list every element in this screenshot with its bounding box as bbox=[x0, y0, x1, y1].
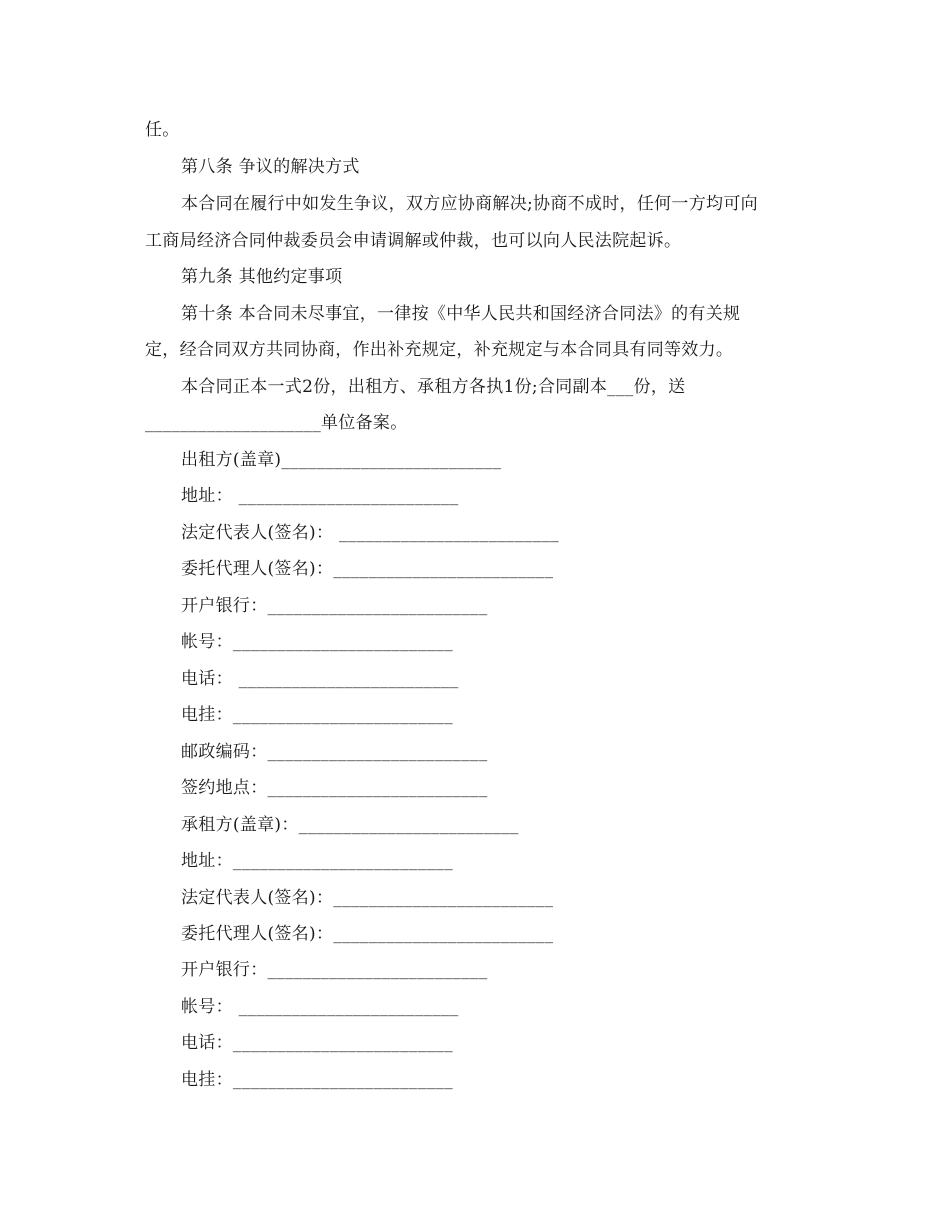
article-10-paragraph-line-2: 定，经合同双方共同协商，作出补充规定，补充规定与本合同具有同等效力。 bbox=[145, 340, 734, 360]
copies-paragraph-line-1: 本合同正本一式2份，出租方、承租方各执1份;合同副本___份，送 bbox=[181, 377, 686, 397]
article-8-paragraph-line-1: 本合同在履行中如发生争议，双方应协商解决;协商不成时，任何一方均可向 bbox=[181, 194, 758, 214]
text-line-continuation: 任。 bbox=[145, 120, 180, 140]
article-8-heading: 第八条 争议的解决方式 bbox=[181, 157, 360, 177]
signing-location-field: 签约地点：_________________________ bbox=[181, 778, 488, 798]
lessee-phone-field: 电话：_________________________ bbox=[181, 1033, 453, 1053]
lessee-legal-rep-field: 法定代表人(签名)：_________________________ bbox=[181, 888, 554, 908]
article-9-heading: 第九条 其他约定事项 bbox=[181, 267, 343, 287]
copies-paragraph-line-2: ____________________单位备案。 bbox=[145, 413, 408, 433]
lessor-phone-field: 电话： _________________________ bbox=[181, 669, 459, 689]
lessor-account-field: 帐号：_________________________ bbox=[181, 632, 453, 652]
article-10-paragraph-line-1: 第十条 本合同未尽事宜，一律按《中华人民共和国经济合同法》的有关规 bbox=[181, 304, 741, 324]
lessor-telegraph-field: 电挂：_________________________ bbox=[181, 705, 453, 725]
lessee-address-field: 地址：_________________________ bbox=[181, 851, 453, 871]
lessor-seal-field: 出租方(盖章)_________________________ bbox=[181, 450, 502, 470]
lessee-bank-field: 开户银行：_________________________ bbox=[181, 960, 488, 980]
lessor-legal-rep-field: 法定代表人(签名)： _________________________ bbox=[181, 523, 559, 543]
lessor-address-field: 地址： _________________________ bbox=[181, 486, 459, 506]
lessee-telegraph-field: 电挂：_________________________ bbox=[181, 1070, 453, 1090]
lessor-bank-field: 开户银行：_________________________ bbox=[181, 596, 488, 616]
lessee-agent-field: 委托代理人(签名)：_________________________ bbox=[181, 924, 554, 944]
lessor-postcode-field: 邮政编码：_________________________ bbox=[181, 742, 488, 762]
article-8-paragraph-line-2: 工商局经济合同仲裁委员会申请调解或仲裁，也可以向人民法院起诉。 bbox=[145, 231, 682, 251]
lessor-agent-field: 委托代理人(签名)：_________________________ bbox=[181, 559, 554, 579]
lessee-seal-field: 承租方(盖章)：_________________________ bbox=[181, 815, 519, 835]
lessee-account-field: 帐号： _________________________ bbox=[181, 997, 459, 1017]
